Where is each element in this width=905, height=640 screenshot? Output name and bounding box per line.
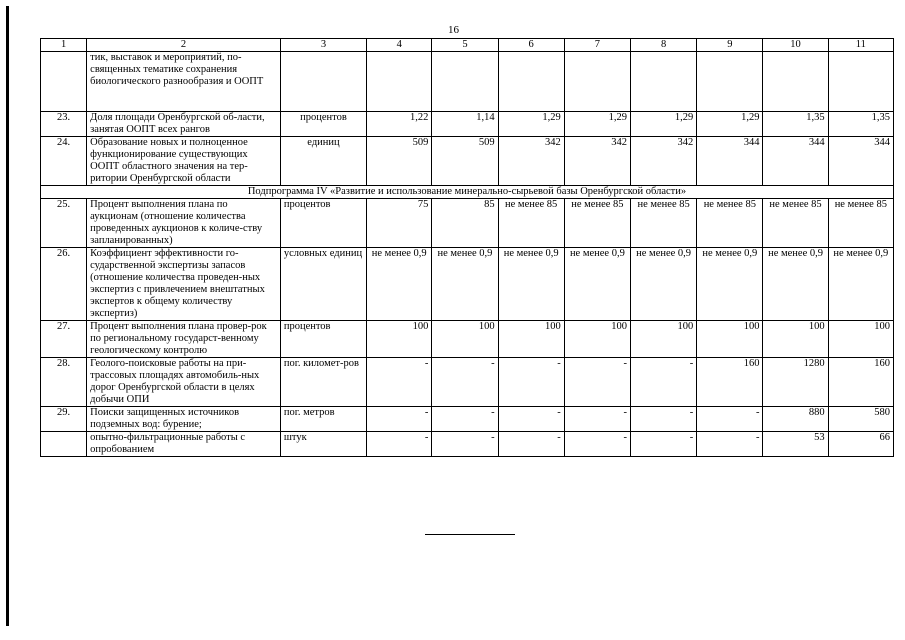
value-cell: - — [564, 407, 630, 432]
value-cell: 75 — [367, 199, 432, 248]
header-cell: 9 — [697, 39, 763, 52]
row-number — [41, 432, 87, 457]
value-cell: не менее 0,9 — [631, 248, 697, 321]
value-cell: 1,35 — [828, 112, 893, 137]
value-cell: - — [631, 358, 697, 407]
value-cell — [828, 52, 893, 112]
value-cell: - — [564, 358, 630, 407]
table-row — [41, 52, 894, 112]
value-cell: не менее 0,9 — [498, 248, 564, 321]
value-cell: 85 — [432, 199, 498, 248]
value-cell: - — [498, 358, 564, 407]
table-row — [41, 199, 894, 248]
value-cell: 53 — [763, 432, 828, 457]
unit-cell: пог. километ-ров — [280, 358, 366, 407]
value-cell: 100 — [432, 321, 498, 358]
value-cell — [432, 52, 498, 112]
unit-cell — [280, 52, 366, 112]
indicator-name: Геолого-поисковые работы на при-трассовых площадях автомобиль-ных дорог Оренбургской области в целях добычи ОПИ — [87, 358, 281, 407]
indicator-name: Процент выполнения плана провер-рок по региональному государст-венному геологическому контролю — [87, 321, 281, 358]
value-cell: 1,14 — [432, 112, 498, 137]
value-cell: - — [631, 407, 697, 432]
row-number — [41, 52, 87, 112]
value-cell: 100 — [367, 321, 432, 358]
value-cell: 160 — [828, 358, 893, 407]
left-margin-bar — [6, 6, 9, 626]
section-row — [41, 186, 894, 199]
value-cell: не менее 85 — [763, 199, 828, 248]
value-cell: 1,29 — [697, 112, 763, 137]
value-cell: не менее 0,9 — [697, 248, 763, 321]
unit-cell: единиц — [280, 137, 366, 186]
unit-cell: штук — [280, 432, 366, 457]
value-cell: - — [631, 432, 697, 457]
value-cell: 100 — [828, 321, 893, 358]
section-title: Подпрограмма IV «Развитие и использование минерально-сырьевой базы Оренбургской области» — [41, 186, 894, 199]
header-cell: 1 — [41, 39, 87, 52]
unit-cell: процентов — [280, 199, 366, 248]
value-cell: - — [498, 432, 564, 457]
indicator-name: Коэффициент эффективности го-сударственной экспертизы запасов (отношение количества проведен-ных экспертиз с привлечением внештатных экспертов к общему количеству экспертиз) — [87, 248, 281, 321]
value-cell — [367, 52, 432, 112]
indicator-name: опытно-фильтрационные работы с опробованием — [87, 432, 281, 457]
value-cell — [631, 52, 697, 112]
value-cell: не менее 85 — [498, 199, 564, 248]
row-number: 28. — [41, 358, 87, 407]
indicator-name: Поиски защищенных источников подземных вод: бурение; — [87, 407, 281, 432]
bottom-rule — [425, 534, 515, 535]
value-cell: 509 — [432, 137, 498, 186]
header-cell: 6 — [498, 39, 564, 52]
table-row — [41, 248, 894, 321]
unit-cell: условных единиц — [280, 248, 366, 321]
indicator-name: Процент выполнения плана по аукционам (отношение количества проведенных аукционов к количе-ству запланированных) — [87, 199, 281, 248]
value-cell — [564, 52, 630, 112]
row-number: 26. — [41, 248, 87, 321]
header-cell: 11 — [828, 39, 893, 52]
value-cell: - — [432, 358, 498, 407]
value-cell — [697, 52, 763, 112]
value-cell: 342 — [498, 137, 564, 186]
unit-cell: процентов — [280, 112, 366, 137]
value-cell: не менее 0,9 — [828, 248, 893, 321]
value-cell: - — [367, 432, 432, 457]
value-cell: - — [432, 432, 498, 457]
indicator-name: тик, выставок и мероприятий, по-священных тематике сохранения биологического разнообразия и ООПТ — [87, 52, 281, 112]
indicators-table — [40, 38, 894, 457]
value-cell: 509 — [367, 137, 432, 186]
row-number: 29. — [41, 407, 87, 432]
value-cell: не менее 85 — [564, 199, 630, 248]
table-row — [41, 321, 894, 358]
header-row — [41, 39, 894, 52]
value-cell: не менее 85 — [631, 199, 697, 248]
value-cell: 1,29 — [498, 112, 564, 137]
value-cell: 580 — [828, 407, 893, 432]
value-cell: - — [367, 358, 432, 407]
table-row — [41, 137, 894, 186]
value-cell: 1,29 — [631, 112, 697, 137]
header-cell: 8 — [631, 39, 697, 52]
value-cell: - — [498, 407, 564, 432]
indicator-name: Образование новых и полноценное функционирование существующих ООПТ областного значения на тер-ритории Оренбургской области — [87, 137, 281, 186]
value-cell: не менее 0,9 — [432, 248, 498, 321]
value-cell: 344 — [697, 137, 763, 186]
unit-cell: пог. метров — [280, 407, 366, 432]
value-cell: 100 — [631, 321, 697, 358]
value-cell — [763, 52, 828, 112]
header-cell: 4 — [367, 39, 432, 52]
value-cell: 100 — [763, 321, 828, 358]
value-cell: 66 — [828, 432, 893, 457]
value-cell: 1,35 — [763, 112, 828, 137]
value-cell: - — [564, 432, 630, 457]
value-cell: не менее 0,9 — [564, 248, 630, 321]
value-cell: не менее 0,9 — [763, 248, 828, 321]
value-cell: 1,22 — [367, 112, 432, 137]
value-cell: 100 — [564, 321, 630, 358]
indicator-name: Доля площади Оренбургской об-ласти, занятая ООПТ всех рангов — [87, 112, 281, 137]
row-number: 23. — [41, 112, 87, 137]
value-cell: - — [432, 407, 498, 432]
unit-cell: процентов — [280, 321, 366, 358]
table-row — [41, 112, 894, 137]
header-cell: 5 — [432, 39, 498, 52]
value-cell: - — [697, 407, 763, 432]
row-number: 25. — [41, 199, 87, 248]
header-cell: 10 — [763, 39, 828, 52]
page-number: 16 — [448, 24, 459, 36]
table-row — [41, 432, 894, 457]
value-cell: - — [367, 407, 432, 432]
value-cell: - — [697, 432, 763, 457]
value-cell: 100 — [498, 321, 564, 358]
value-cell: 100 — [697, 321, 763, 358]
value-cell: 344 — [828, 137, 893, 186]
header-cell: 7 — [564, 39, 630, 52]
value-cell: не менее 85 — [828, 199, 893, 248]
header-cell: 2 — [87, 39, 281, 52]
row-number: 27. — [41, 321, 87, 358]
header-cell: 3 — [280, 39, 366, 52]
value-cell: не менее 85 — [697, 199, 763, 248]
value-cell: 1280 — [763, 358, 828, 407]
value-cell: 160 — [697, 358, 763, 407]
value-cell: 342 — [564, 137, 630, 186]
value-cell: 342 — [631, 137, 697, 186]
table-row — [41, 358, 894, 407]
value-cell: 1,29 — [564, 112, 630, 137]
value-cell — [498, 52, 564, 112]
value-cell: не менее 0,9 — [367, 248, 432, 321]
row-number: 24. — [41, 137, 87, 186]
table-row — [41, 407, 894, 432]
value-cell: 344 — [763, 137, 828, 186]
value-cell: 880 — [763, 407, 828, 432]
